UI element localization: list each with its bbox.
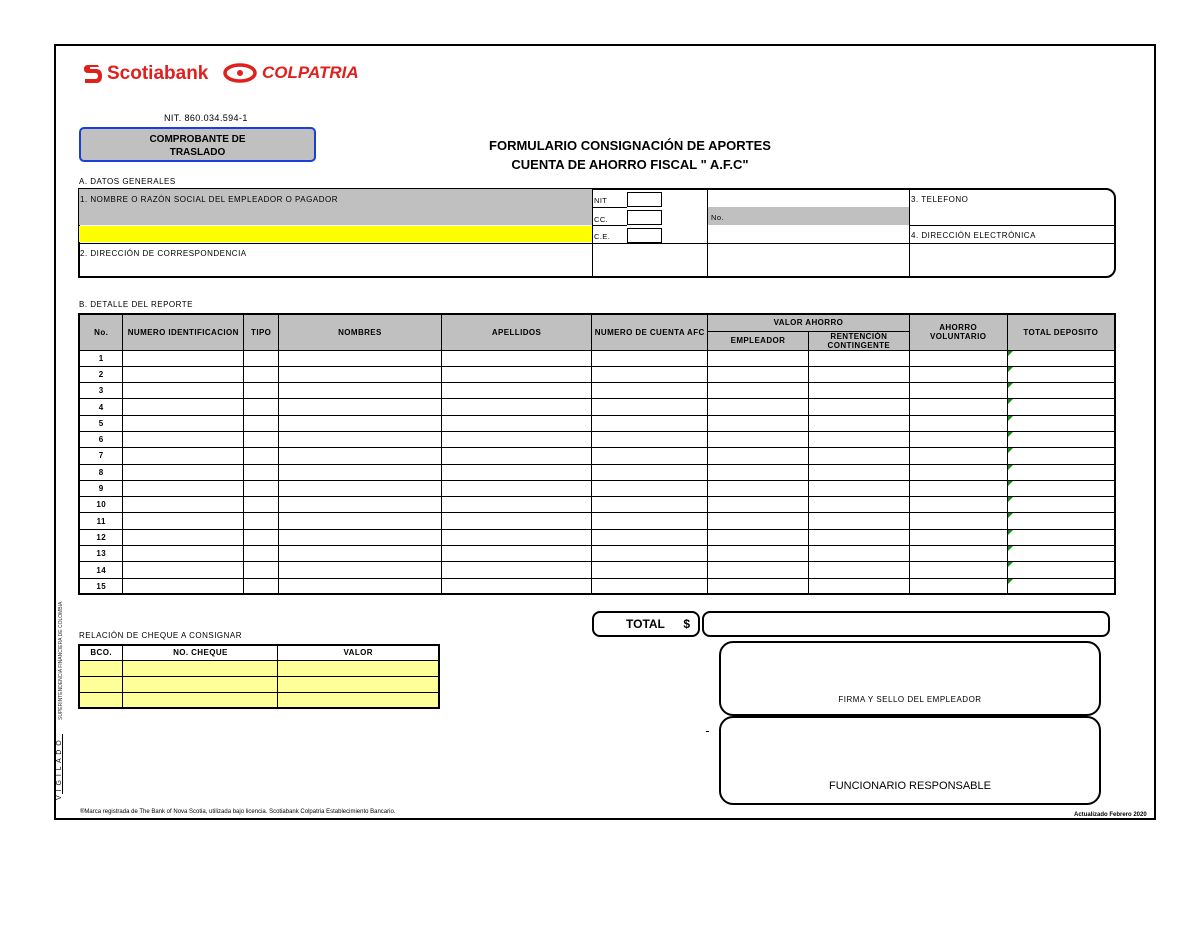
legal-footer: ®Marca registrada de The Bank of Nova Scotia, utilizada bajo licencia. Scotiabank Colpatria Establecimiento Bancario. bbox=[80, 809, 396, 815]
row-cell[interactable] bbox=[708, 448, 809, 464]
row-cell[interactable] bbox=[441, 399, 592, 415]
table-row bbox=[79, 350, 1115, 366]
row-cell[interactable] bbox=[123, 464, 244, 480]
scotiabank-logo bbox=[82, 62, 208, 86]
cheque-cell[interactable] bbox=[278, 660, 439, 676]
row-cell[interactable] bbox=[279, 562, 442, 578]
updated-date: Actualizado Febrero 2020 bbox=[1074, 812, 1147, 818]
row-cell[interactable] bbox=[592, 497, 708, 513]
formula-marker-icon bbox=[1008, 383, 1013, 388]
row-cell[interactable] bbox=[1007, 431, 1115, 447]
row-cell[interactable] bbox=[909, 513, 1007, 529]
row-cell[interactable] bbox=[123, 431, 244, 447]
row-cell[interactable] bbox=[708, 464, 809, 480]
row-cell[interactable] bbox=[1007, 529, 1115, 545]
row-cell[interactable] bbox=[1007, 513, 1115, 529]
row-number: 4 bbox=[79, 399, 123, 415]
row-cell[interactable] bbox=[279, 480, 442, 496]
row-cell[interactable] bbox=[808, 480, 909, 496]
row-cell[interactable] bbox=[592, 431, 708, 447]
receipt-type-line1: COMPROBANTE DE bbox=[149, 134, 246, 145]
row-cell[interactable] bbox=[244, 546, 279, 562]
table-row bbox=[79, 480, 1115, 496]
row-number: 6 bbox=[79, 431, 123, 447]
row-number: 1 bbox=[79, 350, 123, 366]
cheque-cell[interactable] bbox=[79, 692, 123, 708]
scotiabank-wordmark: Scotiabank bbox=[107, 63, 209, 84]
row-cell[interactable] bbox=[244, 578, 279, 594]
row-cell[interactable] bbox=[441, 415, 592, 431]
row-cell[interactable] bbox=[808, 415, 909, 431]
officer-signature-label: FUNCIONARIO RESPONSABLE bbox=[829, 780, 991, 792]
row-cell[interactable] bbox=[1007, 562, 1115, 578]
id-type-cc-label: CC. bbox=[594, 215, 609, 224]
employer-signature-box[interactable] bbox=[719, 641, 1101, 716]
row-cell[interactable] bbox=[808, 431, 909, 447]
row-cell[interactable] bbox=[244, 431, 279, 447]
col-type-header: TIPO bbox=[244, 314, 279, 350]
row-cell[interactable] bbox=[279, 415, 442, 431]
row-cell[interactable] bbox=[808, 546, 909, 562]
id-number-label: No. bbox=[711, 213, 724, 222]
table-row bbox=[79, 578, 1115, 594]
row-cell[interactable] bbox=[123, 529, 244, 545]
row-cell[interactable] bbox=[244, 464, 279, 480]
formula-marker-icon bbox=[1008, 513, 1013, 518]
total-label-box bbox=[592, 611, 700, 637]
row-cell[interactable] bbox=[244, 529, 279, 545]
table-row bbox=[79, 431, 1115, 447]
total-label: TOTAL bbox=[626, 617, 665, 631]
row-cell[interactable] bbox=[441, 546, 592, 562]
row-cell[interactable] bbox=[909, 562, 1007, 578]
cheque-col-bank: BCO. bbox=[79, 645, 123, 660]
cheque-cell[interactable] bbox=[123, 660, 278, 676]
formula-marker-icon bbox=[1008, 562, 1013, 567]
row-cell[interactable] bbox=[279, 366, 442, 382]
row-cell[interactable] bbox=[708, 366, 809, 382]
id-type-cc-checkbox[interactable] bbox=[627, 210, 662, 225]
row-cell[interactable] bbox=[808, 497, 909, 513]
receipt-type-line2: TRASLADO bbox=[169, 147, 226, 158]
row-number: 5 bbox=[79, 415, 123, 431]
row-cell[interactable] bbox=[441, 497, 592, 513]
col-retention-header: RENTENCIÓN CONTINGENTE bbox=[808, 331, 909, 350]
row-cell[interactable] bbox=[592, 513, 708, 529]
table-row bbox=[79, 497, 1115, 513]
row-cell[interactable] bbox=[441, 366, 592, 382]
row-cell[interactable] bbox=[909, 383, 1007, 399]
row-cell[interactable] bbox=[244, 415, 279, 431]
col-id-number-header: NUMERO IDENTIFICACION bbox=[123, 314, 244, 350]
formula-marker-icon bbox=[1008, 399, 1013, 404]
row-cell[interactable] bbox=[1007, 497, 1115, 513]
table-row bbox=[79, 366, 1115, 382]
row-cell[interactable] bbox=[808, 578, 909, 594]
row-cell[interactable] bbox=[708, 383, 809, 399]
total-value-field[interactable] bbox=[702, 611, 1110, 637]
row-cell[interactable] bbox=[279, 529, 442, 545]
cheque-cell[interactable] bbox=[123, 692, 278, 708]
row-cell[interactable] bbox=[909, 529, 1007, 545]
row-cell[interactable] bbox=[123, 383, 244, 399]
row-cell[interactable] bbox=[279, 497, 442, 513]
table-row bbox=[79, 415, 1115, 431]
id-type-ce-label: C.E. bbox=[594, 232, 611, 241]
row-cell[interactable] bbox=[244, 513, 279, 529]
row-cell[interactable] bbox=[441, 529, 592, 545]
row-cell[interactable] bbox=[441, 448, 592, 464]
row-cell[interactable] bbox=[909, 448, 1007, 464]
row-cell[interactable] bbox=[708, 513, 809, 529]
row-cell[interactable] bbox=[808, 448, 909, 464]
employer-name-label: 1. NOMBRE O RAZÓN SOCIAL DEL EMPLEADOR O PAGADOR bbox=[80, 195, 338, 204]
row-cell[interactable] bbox=[909, 497, 1007, 513]
row-cell[interactable] bbox=[708, 546, 809, 562]
col-names-header: NOMBRES bbox=[279, 314, 442, 350]
row-cell[interactable] bbox=[592, 480, 708, 496]
form-title bbox=[470, 136, 790, 174]
row-cell[interactable] bbox=[592, 546, 708, 562]
row-number: 13 bbox=[79, 546, 123, 562]
row-cell[interactable] bbox=[592, 529, 708, 545]
row-cell[interactable] bbox=[244, 350, 279, 366]
row-cell[interactable] bbox=[808, 350, 909, 366]
row-cell[interactable] bbox=[909, 578, 1007, 594]
table-row bbox=[79, 448, 1115, 464]
row-cell[interactable] bbox=[123, 350, 244, 366]
row-cell[interactable] bbox=[279, 431, 442, 447]
row-cell[interactable] bbox=[123, 578, 244, 594]
row-number: 8 bbox=[79, 464, 123, 480]
formula-marker-icon bbox=[1008, 497, 1013, 502]
formula-marker-icon bbox=[1008, 448, 1013, 453]
cheque-cell[interactable] bbox=[79, 676, 123, 692]
id-type-nit-label: NIT bbox=[594, 196, 608, 205]
id-type-ce-checkbox[interactable] bbox=[627, 228, 662, 243]
cheque-row bbox=[79, 692, 439, 708]
row-cell[interactable] bbox=[909, 480, 1007, 496]
row-cell[interactable] bbox=[592, 448, 708, 464]
row-cell[interactable] bbox=[1007, 546, 1115, 562]
row-cell[interactable] bbox=[123, 415, 244, 431]
colpatria-wordmark: COLPATRIA bbox=[262, 63, 359, 82]
row-cell[interactable] bbox=[123, 448, 244, 464]
row-cell[interactable] bbox=[279, 578, 442, 594]
row-cell[interactable] bbox=[708, 562, 809, 578]
phone-label: 3. TELEFONO bbox=[911, 195, 969, 204]
row-cell[interactable] bbox=[909, 431, 1007, 447]
row-cell[interactable] bbox=[909, 366, 1007, 382]
formula-marker-icon bbox=[1008, 367, 1013, 372]
row-cell[interactable] bbox=[123, 562, 244, 578]
row-cell[interactable] bbox=[708, 399, 809, 415]
id-number-input[interactable] bbox=[708, 207, 909, 225]
table-row bbox=[79, 464, 1115, 480]
row-cell[interactable] bbox=[592, 366, 708, 382]
table-row bbox=[79, 399, 1115, 415]
formula-marker-icon bbox=[1008, 546, 1013, 551]
row-cell[interactable] bbox=[441, 464, 592, 480]
address-input[interactable] bbox=[79, 258, 592, 276]
col-employer-header: EMPLEADOR bbox=[708, 331, 809, 350]
row-cell[interactable] bbox=[808, 399, 909, 415]
row-cell[interactable] bbox=[123, 546, 244, 562]
superintendencia-text: SUPERINTENDENCIA FINANCIERA DE COLOMBIA bbox=[58, 601, 64, 720]
row-cell[interactable] bbox=[592, 562, 708, 578]
row-cell[interactable] bbox=[708, 431, 809, 447]
row-cell[interactable] bbox=[244, 383, 279, 399]
vigilado-text: V I G I L A D O bbox=[56, 739, 63, 800]
form-title-line2: CUENTA DE AHORRO FISCAL " A.F.C" bbox=[511, 157, 749, 172]
cheque-col-value: VALOR bbox=[278, 645, 439, 660]
row-cell[interactable] bbox=[279, 350, 442, 366]
row-cell[interactable] bbox=[244, 562, 279, 578]
row-number: 15 bbox=[79, 578, 123, 594]
section-a-heading: A. DATOS GENERALES bbox=[79, 177, 176, 186]
row-number: 3 bbox=[79, 383, 123, 399]
row-cell[interactable] bbox=[441, 431, 592, 447]
row-cell[interactable] bbox=[808, 562, 909, 578]
col-surnames-header: APELLIDOS bbox=[441, 314, 592, 350]
row-cell[interactable] bbox=[244, 480, 279, 496]
officer-signature-box[interactable] bbox=[719, 716, 1101, 805]
row-cell[interactable] bbox=[279, 464, 442, 480]
scotiabank-s-icon bbox=[82, 62, 104, 86]
address-label: 2. DIRECCIÓN DE CORRESPONDENCIA bbox=[80, 249, 247, 258]
row-cell[interactable] bbox=[279, 546, 442, 562]
formula-marker-icon bbox=[1008, 481, 1013, 486]
row-cell[interactable] bbox=[441, 578, 592, 594]
row-cell[interactable] bbox=[592, 350, 708, 366]
col-total-header: TOTAL DEPOSITO bbox=[1007, 314, 1115, 350]
table-row bbox=[79, 529, 1115, 545]
row-cell[interactable] bbox=[1007, 464, 1115, 480]
row-cell[interactable] bbox=[592, 578, 708, 594]
row-cell[interactable] bbox=[279, 513, 442, 529]
row-cell[interactable] bbox=[441, 562, 592, 578]
row-cell[interactable] bbox=[1007, 415, 1115, 431]
colpatria-swirl-icon bbox=[222, 62, 258, 84]
row-cell[interactable] bbox=[909, 415, 1007, 431]
col-savings-value-header: VALOR AHORRO bbox=[708, 314, 910, 331]
cheque-cell[interactable] bbox=[123, 676, 278, 692]
cheque-cell[interactable] bbox=[278, 692, 439, 708]
row-number: 9 bbox=[79, 480, 123, 496]
row-cell[interactable] bbox=[909, 546, 1007, 562]
row-cell[interactable] bbox=[441, 480, 592, 496]
row-cell[interactable] bbox=[244, 399, 279, 415]
colpatria-logo bbox=[222, 62, 359, 84]
row-cell[interactable] bbox=[123, 513, 244, 529]
formula-marker-icon bbox=[1008, 351, 1013, 356]
row-cell[interactable] bbox=[592, 383, 708, 399]
row-cell[interactable] bbox=[708, 480, 809, 496]
report-detail-table bbox=[78, 313, 1116, 595]
row-cell[interactable] bbox=[1007, 350, 1115, 366]
row-cell[interactable] bbox=[909, 464, 1007, 480]
row-cell[interactable] bbox=[708, 497, 809, 513]
row-cell[interactable] bbox=[441, 513, 592, 529]
row-cell[interactable] bbox=[441, 350, 592, 366]
row-cell[interactable] bbox=[244, 448, 279, 464]
row-cell[interactable] bbox=[708, 415, 809, 431]
cheque-row bbox=[79, 660, 439, 676]
row-cell[interactable] bbox=[592, 415, 708, 431]
receipt-type-box bbox=[79, 127, 316, 162]
row-cell[interactable] bbox=[592, 399, 708, 415]
row-cell[interactable] bbox=[909, 399, 1007, 415]
formula-marker-icon bbox=[1008, 579, 1013, 584]
row-number: 7 bbox=[79, 448, 123, 464]
row-cell[interactable] bbox=[441, 383, 592, 399]
row-number: 2 bbox=[79, 366, 123, 382]
row-cell[interactable] bbox=[708, 578, 809, 594]
row-cell[interactable] bbox=[708, 529, 809, 545]
row-cell[interactable] bbox=[808, 366, 909, 382]
email-label: 4. DIRECCIÓN ELECTRÓNICA bbox=[911, 231, 1036, 240]
formula-marker-icon bbox=[1008, 530, 1013, 535]
row-number: 12 bbox=[79, 529, 123, 545]
row-cell[interactable] bbox=[592, 464, 708, 480]
cheque-col-number: NO. CHEQUE bbox=[123, 645, 278, 660]
nit-label: NIT. 860.034.594-1 bbox=[164, 113, 248, 123]
row-cell[interactable] bbox=[708, 350, 809, 366]
formula-marker-icon bbox=[1008, 432, 1013, 437]
row-cell[interactable] bbox=[123, 480, 244, 496]
cheque-cell[interactable] bbox=[79, 660, 123, 676]
row-cell[interactable] bbox=[1007, 448, 1115, 464]
table-row bbox=[79, 383, 1115, 399]
row-cell[interactable] bbox=[123, 366, 244, 382]
row-cell[interactable] bbox=[808, 464, 909, 480]
formula-marker-icon bbox=[1008, 416, 1013, 421]
row-cell[interactable] bbox=[123, 399, 244, 415]
row-cell[interactable] bbox=[1007, 399, 1115, 415]
row-cell[interactable] bbox=[808, 529, 909, 545]
row-cell[interactable] bbox=[808, 383, 909, 399]
col-account-header: NUMERO DE CUENTA AFC bbox=[592, 314, 708, 350]
row-cell[interactable] bbox=[123, 497, 244, 513]
row-cell[interactable] bbox=[279, 399, 442, 415]
row-cell[interactable] bbox=[1007, 366, 1115, 382]
row-cell[interactable] bbox=[1007, 578, 1115, 594]
row-cell[interactable] bbox=[1007, 383, 1115, 399]
row-number: 11 bbox=[79, 513, 123, 529]
row-cell[interactable] bbox=[909, 350, 1007, 366]
currency-symbol: $ bbox=[683, 617, 690, 631]
formula-marker-icon bbox=[1008, 465, 1013, 470]
col-no-header: No. bbox=[79, 314, 123, 350]
table-row bbox=[79, 546, 1115, 562]
cheque-cell[interactable] bbox=[278, 676, 439, 692]
row-cell[interactable] bbox=[244, 366, 279, 382]
row-cell[interactable] bbox=[1007, 480, 1115, 496]
employer-name-input[interactable] bbox=[79, 226, 592, 242]
employer-signature-label: FIRMA Y SELLO DEL EMPLEADOR bbox=[838, 695, 982, 704]
row-cell[interactable] bbox=[808, 513, 909, 529]
section-b-heading: B. DETALLE DEL REPORTE bbox=[79, 300, 193, 309]
table-row bbox=[79, 513, 1115, 529]
row-number: 14 bbox=[79, 562, 123, 578]
form-title-line1: FORMULARIO CONSIGNACIÓN DE APORTES bbox=[489, 138, 771, 153]
row-cell[interactable] bbox=[244, 497, 279, 513]
cheques-table bbox=[78, 644, 440, 709]
row-cell[interactable] bbox=[279, 448, 442, 464]
cheque-row bbox=[79, 676, 439, 692]
id-type-nit-checkbox[interactable] bbox=[627, 192, 662, 207]
row-cell[interactable] bbox=[279, 383, 442, 399]
table-row bbox=[79, 562, 1115, 578]
cheques-heading: RELACIÓN DE CHEQUE A CONSIGNAR bbox=[79, 631, 243, 640]
row-number: 10 bbox=[79, 497, 123, 513]
col-voluntary-header: AHORRO VOLUNTARIO bbox=[909, 314, 1007, 350]
